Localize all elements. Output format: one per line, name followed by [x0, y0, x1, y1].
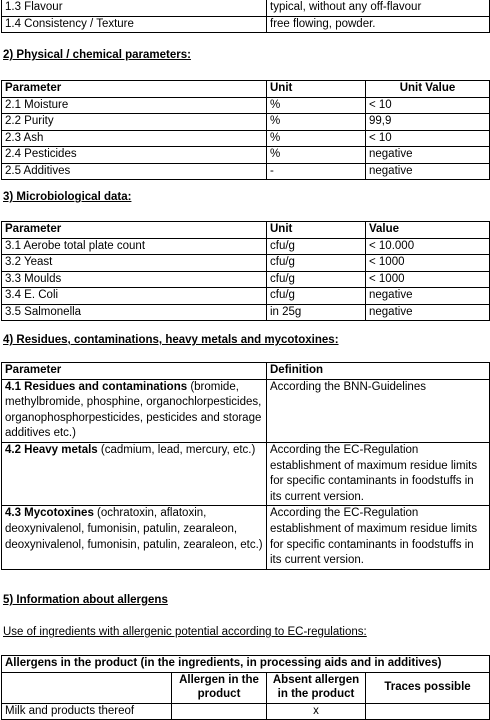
col-header: Traces possible — [366, 672, 490, 703]
parameter-cell: 2.2 Purity — [2, 114, 267, 131]
value-cell: negative — [366, 288, 490, 305]
unit-cell: in 25g — [267, 304, 366, 321]
value-cell: < 10 — [366, 97, 490, 114]
table-row — [2, 271, 490, 288]
unit-cell: cfu/g — [267, 271, 366, 288]
table-row — [2, 304, 490, 321]
parameter-cell — [2, 506, 267, 569]
table-row — [2, 130, 490, 147]
unit-cell: % — [267, 97, 366, 114]
col-header: Value — [366, 222, 490, 239]
table-row — [2, 379, 490, 442]
table-header — [2, 363, 490, 380]
table-row — [2, 114, 490, 131]
residues-table — [1, 362, 490, 570]
parameter-name: 4.3 Mycotoxines — [5, 507, 94, 520]
allergen-traces-cell — [366, 703, 490, 720]
table-row — [2, 163, 490, 180]
col-header: Unit Value — [366, 81, 490, 98]
table-row — [2, 442, 490, 505]
parameter-details: (cadmium, lead, mercury, etc.) — [97, 443, 256, 456]
allergen-in-cell — [172, 703, 267, 720]
section1-table — [1, 0, 490, 33]
value-cell: typical, without any off-flavour — [267, 0, 490, 16]
parameter-details: (bromide, methylbromide, phosphine, organochlorpesticides, organophosphorpesticides, pesticides and storage additives etc.) — [5, 380, 262, 440]
table-row — [2, 238, 490, 255]
parameter-cell: 2.4 Pesticides — [2, 147, 267, 164]
col-header-blank — [2, 672, 172, 703]
col-header: Unit — [267, 222, 366, 239]
table-header — [2, 222, 490, 239]
parameter-cell: 2.1 Moisture — [2, 97, 267, 114]
table-row — [2, 147, 490, 164]
unit-cell: - — [267, 163, 366, 180]
allergen-note: Use of ingredients with allergenic potential according to EC-regulations: — [3, 626, 367, 638]
definition-cell: According the EC-Regulation establishment of maximum residue limits for specific contaminants in foodstuffs in its current version. — [267, 442, 490, 505]
table-row — [2, 0, 490, 16]
unit-cell: cfu/g — [267, 288, 366, 305]
parameter-cell: 3.1 Aerobe total plate count — [2, 238, 267, 255]
col-header: Definition — [267, 363, 490, 380]
table-row — [2, 16, 490, 33]
section4-title: 4) Residues, contaminations, heavy metals and mycotoxines: — [3, 334, 339, 346]
value-cell: free flowing, powder. — [267, 16, 490, 33]
col-header: Unit — [267, 81, 366, 98]
parameter-cell: 2.5 Additives — [2, 163, 267, 180]
table-row — [2, 703, 490, 720]
unit-cell: % — [267, 147, 366, 164]
unit-cell: % — [267, 130, 366, 147]
parameter-cell: 3.5 Salmonella — [2, 304, 267, 321]
table-header — [2, 672, 490, 703]
parameter-cell — [2, 442, 267, 505]
definition-cell: According the EC-Regulation establishment of maximum residue limits for specific contaminants in foodstuffs in its current version. — [267, 506, 490, 569]
parameter-cell: 1.3 Flavour — [2, 0, 267, 16]
parameter-name: 4.1 Residues and contaminations — [5, 380, 188, 393]
parameter-name: 4.2 Heavy metals — [5, 443, 98, 456]
table-header — [2, 81, 490, 98]
value-cell: < 1000 — [366, 271, 490, 288]
col-header: Absent allergen in the product — [267, 672, 366, 703]
table-row — [2, 288, 490, 305]
parameter-cell — [2, 379, 267, 442]
value-cell: 99,9 — [366, 114, 490, 131]
parameter-cell: 3.2 Yeast — [2, 255, 267, 272]
unit-cell: cfu/g — [267, 238, 366, 255]
col-header: Parameter — [2, 222, 267, 239]
parameter-details: (ochratoxin, aflatoxin, deoxynivalenol, fumonisin, patulin, zearaleon, deoxynivalenol, fumonisin, patulin, zearaleon, etc.) — [5, 507, 263, 551]
physical-chemical-table — [1, 80, 490, 180]
value-cell: < 10 — [366, 130, 490, 147]
col-header: Parameter — [2, 81, 267, 98]
parameter-cell: 2.3 Ash — [2, 130, 267, 147]
col-header: Allergen in the product — [172, 672, 267, 703]
unit-cell: % — [267, 114, 366, 131]
table-row — [2, 506, 490, 569]
parameter-cell: 3.4 E. Coli — [2, 288, 267, 305]
value-cell: negative — [366, 147, 490, 164]
allergen-name: Milk and products thereof — [2, 703, 172, 720]
definition-cell: According the BNN-Guidelines — [267, 379, 490, 442]
value-cell: negative — [366, 304, 490, 321]
section3-title: 3) Microbiological data: — [3, 191, 132, 203]
value-cell: < 10.000 — [366, 238, 490, 255]
unit-cell: cfu/g — [267, 255, 366, 272]
table-row — [2, 255, 490, 272]
allergens-table-title: Allergens in the product (in the ingredients, in processing aids and in additives) — [2, 656, 490, 673]
table-header — [2, 656, 490, 673]
microbiological-table — [1, 221, 490, 321]
section2-title: 2) Physical / chemical parameters: — [3, 49, 191, 61]
col-header: Parameter — [2, 363, 267, 380]
value-cell: negative — [366, 163, 490, 180]
allergens-table — [1, 655, 490, 720]
parameter-cell: 3.3 Moulds — [2, 271, 267, 288]
allergen-absent-cell: x — [267, 703, 366, 720]
value-cell: < 1000 — [366, 255, 490, 272]
table-row — [2, 97, 490, 114]
section5-title: 5) Information about allergens — [3, 594, 168, 606]
parameter-cell: 1.4 Consistency / Texture — [2, 16, 267, 33]
